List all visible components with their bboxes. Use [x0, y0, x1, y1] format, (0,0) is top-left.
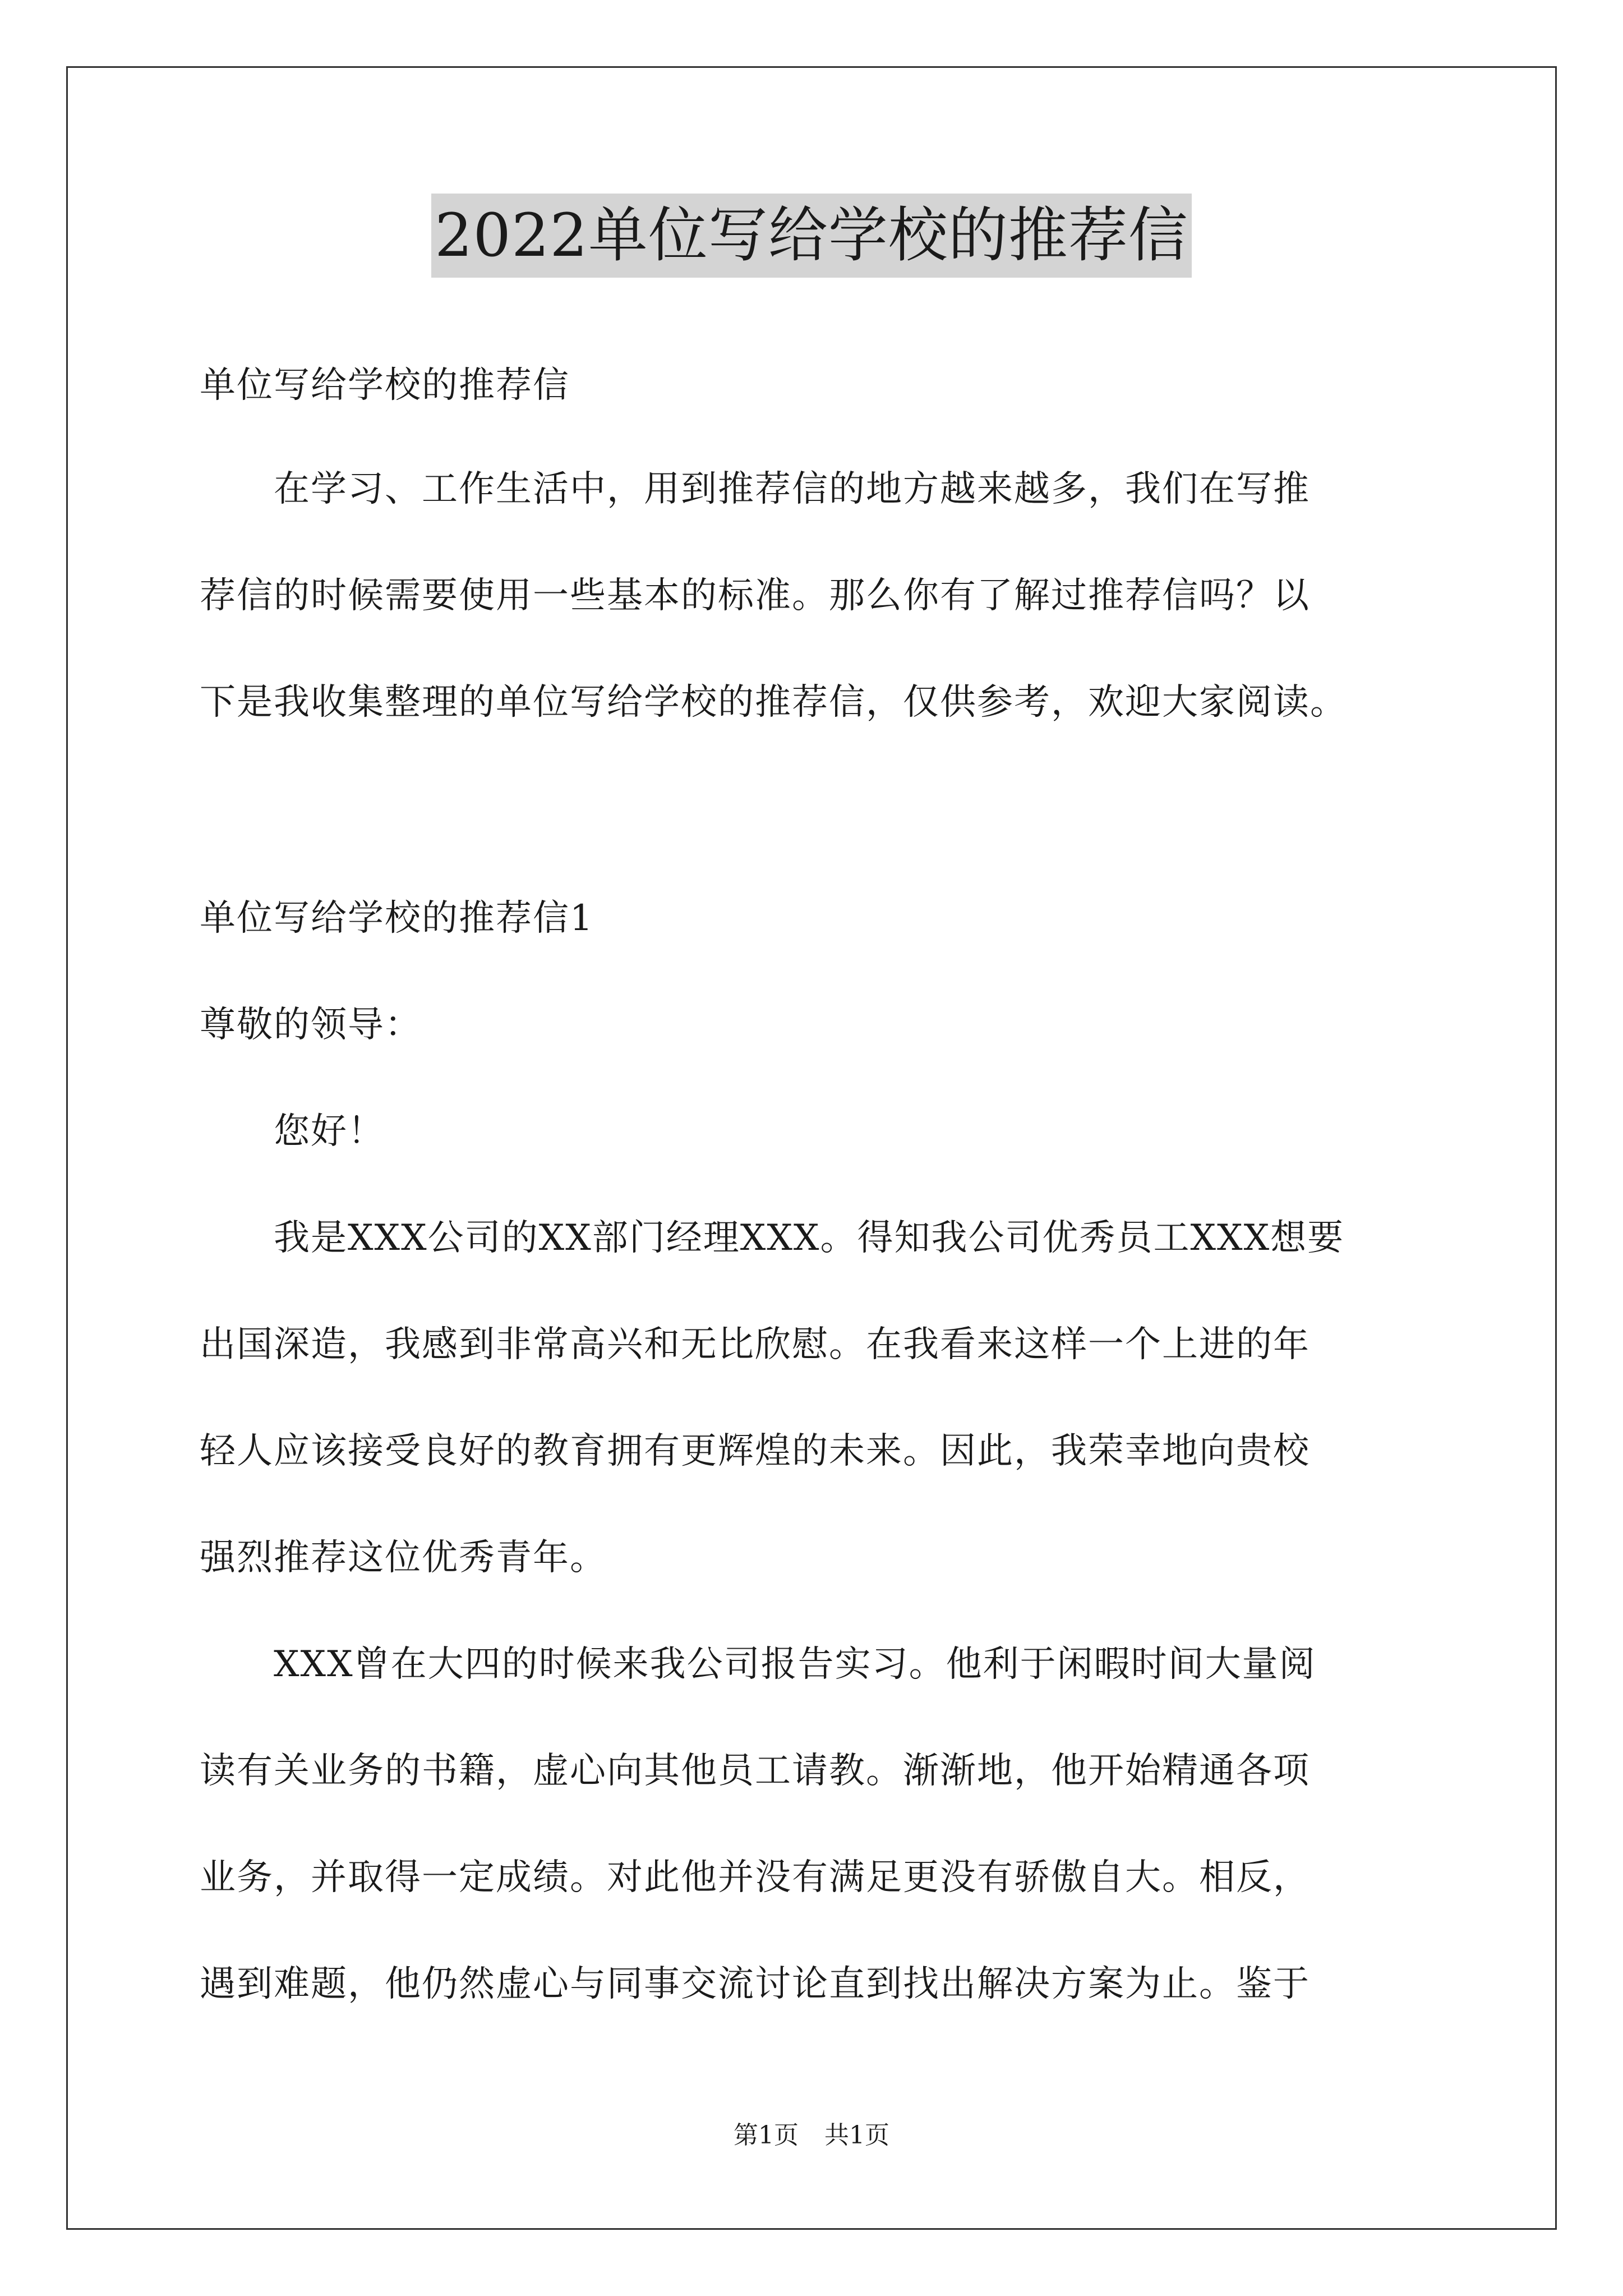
paragraph-line: 轻人应该接受良好的教育拥有更辉煌的未来。因此，我荣幸地向贵校 — [200, 1430, 1310, 1472]
paragraph-line: 读有关业务的书籍，虚心向其他员工请教。渐渐地，他开始精通各项 — [200, 1750, 1310, 1792]
intro-line: 在学习、工作生活中，用到推荐信的地方越来越多，我们在写推 — [200, 468, 1310, 510]
paragraph-line: XXX曾在大四的时候来我公司报告实习。他利于闲暇时间大量阅 — [200, 1644, 1316, 1685]
paragraph-line: 强烈推荐这位优秀青年。 — [200, 1537, 607, 1579]
page-number-current: 第1页 — [734, 2121, 799, 2150]
paragraph-line: 业务，并取得一定成绩。对此他并没有满足更没有骄傲自大。相反， — [200, 1857, 1310, 1898]
document-title: 2022单位写给学校的推荐信 — [431, 194, 1192, 278]
paragraph-line: 出国深造，我感到非常高兴和无比欣慰。在我看来这样一个上进的年 — [200, 1324, 1310, 1365]
intro-line: 荐信的时候需要使用一些基本的标准。那么你有了解过推荐信吗？以 — [200, 575, 1310, 616]
paragraph-line: 遇到难题，他仍然虚心与同事交流讨论直到找出解决方案为止。鉴于 — [200, 1963, 1310, 2005]
page-number-total: 共1页 — [824, 2121, 889, 2150]
greeting: 您好！ — [200, 1111, 385, 1152]
subtitle: 单位写给学校的推荐信 — [200, 365, 570, 406]
page-footer — [0, 2115, 1623, 2151]
paragraph-line: 我是XXX公司的XX部门经理XXX。得知我公司优秀员工XXX想要 — [200, 1217, 1345, 1259]
salutation: 尊敬的领导： — [200, 1004, 422, 1046]
section-heading: 单位写给学校的推荐信1 — [200, 898, 594, 939]
title-container — [0, 194, 1623, 278]
intro-line: 下是我收集整理的单位写给学校的推荐信，仅供参考，欢迎大家阅读。 — [200, 682, 1347, 723]
